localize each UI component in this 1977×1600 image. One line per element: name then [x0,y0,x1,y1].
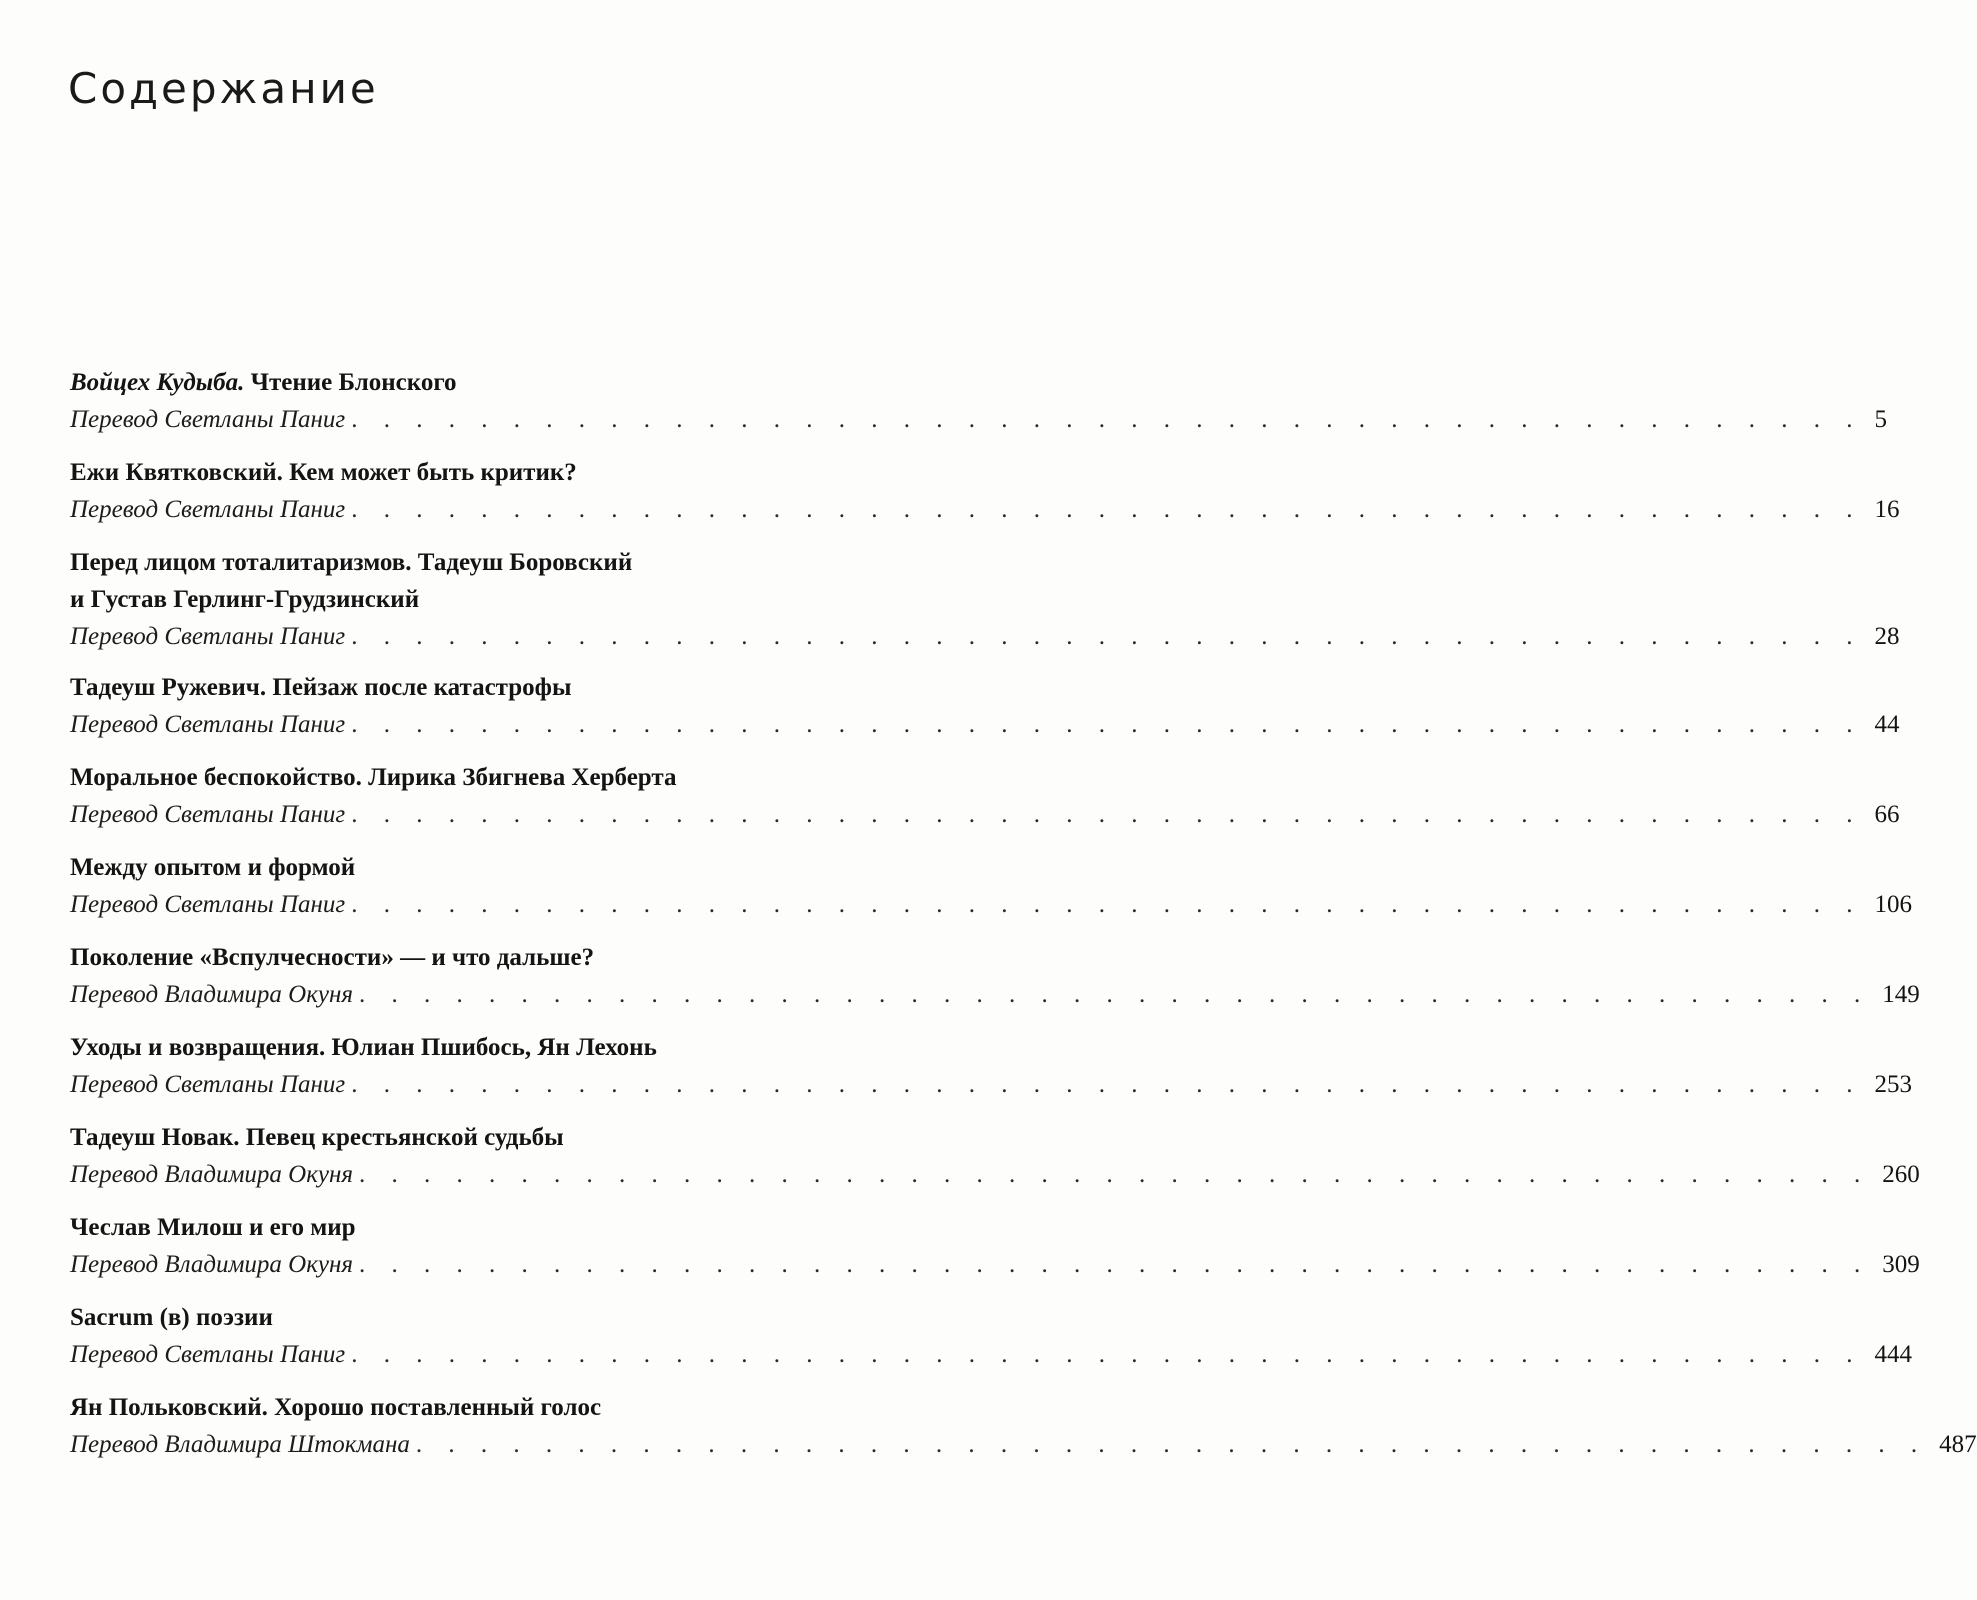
toc-entry[interactable] [70,364,1887,454]
entry-page-number: 253 [1874,1071,1912,1098]
entry-translator-line [70,886,1912,923]
entry-page-number: 106 [1874,891,1912,918]
entry-page-number: 260 [1882,1161,1920,1188]
entry-title: Моральное беспокойство. Лирика Збигнева Херберта [70,764,677,791]
dot-leader: . . . . . . . . . . . . . . . . . . . . . . . . . . . . . . . . . . . . . . . . . . . . . . . [351,1071,1863,1098]
entry-translator: Перевод Светланы Паниг [70,496,346,523]
entry-title: Sacrum (в) поэзии [70,1304,273,1331]
entry-page-number: 149 [1882,981,1920,1008]
dot-leader: . . . . . . . . . . . . . . . . . . . . . . . . . . . . . . . . . . . . . . . . . . . . . . . [351,711,1863,738]
entry-page-number: 28 [1874,623,1900,650]
entry-translator: Перевод Светланы Паниг [70,801,346,828]
dot-leader: . . . . . . . . . . . . . . . . . . . . . . . . . . . . . . . . . . . . . . . . . . . . . . . [351,623,1863,650]
entry-translator: Перевод Владимира Окуня [70,1161,354,1188]
dot-leader: . . . . . . . . . . . . . . . . . . . . . . . . . . . . . . . . . . . . . . . . . . . . . . . [351,406,1863,433]
entry-page-number: 444 [1874,1341,1912,1368]
entry-title-text: Чтение Блонского [244,369,457,396]
entry-title: Уходы и возвращения. Юлиан Пшибось, Ян Лехонь [70,1034,657,1061]
entry-translator: Перевод Светланы Паниг [70,891,346,918]
entry-translator-line [70,1066,1912,1103]
entry-translator: Перевод Владимира Штокмана [70,1431,410,1458]
toc-entry[interactable] [70,849,1912,939]
entry-translator: Перевод Светланы Паниг [70,623,346,650]
entry-title: Ян Польковский. Хорошо поставленный голос [70,1394,602,1421]
entry-translator: Перевод Светланы Паниг [70,406,346,433]
entry-page-number: 66 [1874,801,1900,828]
entry-page-number: 487 [1939,1431,1977,1458]
entry-page-number: 16 [1874,496,1900,523]
toc-entry[interactable] [70,1209,1920,1299]
dot-leader: . . . . . . . . . . . . . . . . . . . . . . . . . . . . . . . . . . . . . . . . . . . . . . . [359,1251,1871,1278]
dot-leader: . . . . . . . . . . . . . . . . . . . . . . . . . . . . . . . . . . . . . . . . . . . . . . . [359,1161,1871,1188]
entry-translator-line [70,796,1900,833]
entry-title: Поколение «Вспулчесности» — и что дальше? [70,944,595,971]
toc-entry[interactable] [70,1029,1912,1119]
entry-title: Перед лицом тоталитаризмов. Тадеуш Боровский и Густав Герлинг-Грудзинский [70,549,633,613]
entry-title: Тадеуш Ружевич. Пейзаж после катастрофы [70,674,572,701]
entry-translator-line [70,976,1920,1013]
entry-page-number: 44 [1874,711,1900,738]
entry-translator: Перевод Владимира Окуня [70,981,354,1008]
toc-entry[interactable] [70,939,1920,1029]
toc-entry[interactable] [70,544,1900,669]
dot-leader: . . . . . . . . . . . . . . . . . . . . . . . . . . . . . . . . . . . . . . . . . . . . . . . [351,496,1863,523]
entry-translator: Перевод Светланы Паниг [70,711,346,738]
toc-entry[interactable] [70,759,1900,849]
entry-translator-line [70,1336,1912,1373]
entry-page-number: 309 [1882,1251,1920,1278]
toc-entry[interactable] [70,669,1900,759]
entry-translator-line [70,1246,1920,1283]
entry-translator-line [70,618,1900,655]
entry-translator-line [70,401,1887,438]
table-of-contents [70,364,1977,1479]
dot-leader: . . . . . . . . . . . . . . . . . . . . . . . . . . . . . . . . . . . . . . . . . . . . . . . [351,801,1863,828]
page-title: Содержание [68,64,379,113]
entry-page-number: 5 [1874,406,1887,433]
entry-author: Войцех Кудыба. [70,369,245,396]
dot-leader: . . . . . . . . . . . . . . . . . . . . . . . . . . . . . . . . . . . . . . . . . . . . . . . [359,981,1871,1008]
entry-title: Чеслав Милош и его мир [70,1214,356,1241]
toc-entry[interactable] [70,1119,1920,1209]
dot-leader: . . . . . . . . . . . . . . . . . . . . . . . . . . . . . . . . . . . . . . . . . . . . . . . [351,891,1863,918]
entry-title [70,364,862,401]
entry-translator-line [70,1156,1920,1193]
entry-translator: Перевод Владимира Окуня [70,1251,354,1278]
toc-entry[interactable] [70,1389,1977,1479]
entry-translator-line [70,491,1900,528]
entry-translator-line [70,706,1900,743]
entry-title: Ежи Квятковский. Кем может быть критик? [70,459,577,486]
entry-translator: Перевод Светланы Паниг [70,1071,346,1098]
entry-translator-line [70,1426,1977,1463]
entry-title: Между опытом и формой [70,854,356,881]
dot-leader: . . . . . . . . . . . . . . . . . . . . . . . . . . . . . . . . . . . . . . . . . . . . . . . [415,1431,1928,1458]
dot-leader: . . . . . . . . . . . . . . . . . . . . . . . . . . . . . . . . . . . . . . . . . . . . . . . [351,1341,1863,1368]
toc-entry[interactable] [70,454,1900,544]
entry-title: Тадеуш Новак. Певец крестьянской судьбы [70,1124,564,1151]
toc-entry[interactable] [70,1299,1912,1389]
entry-translator: Перевод Светланы Паниг [70,1341,346,1368]
